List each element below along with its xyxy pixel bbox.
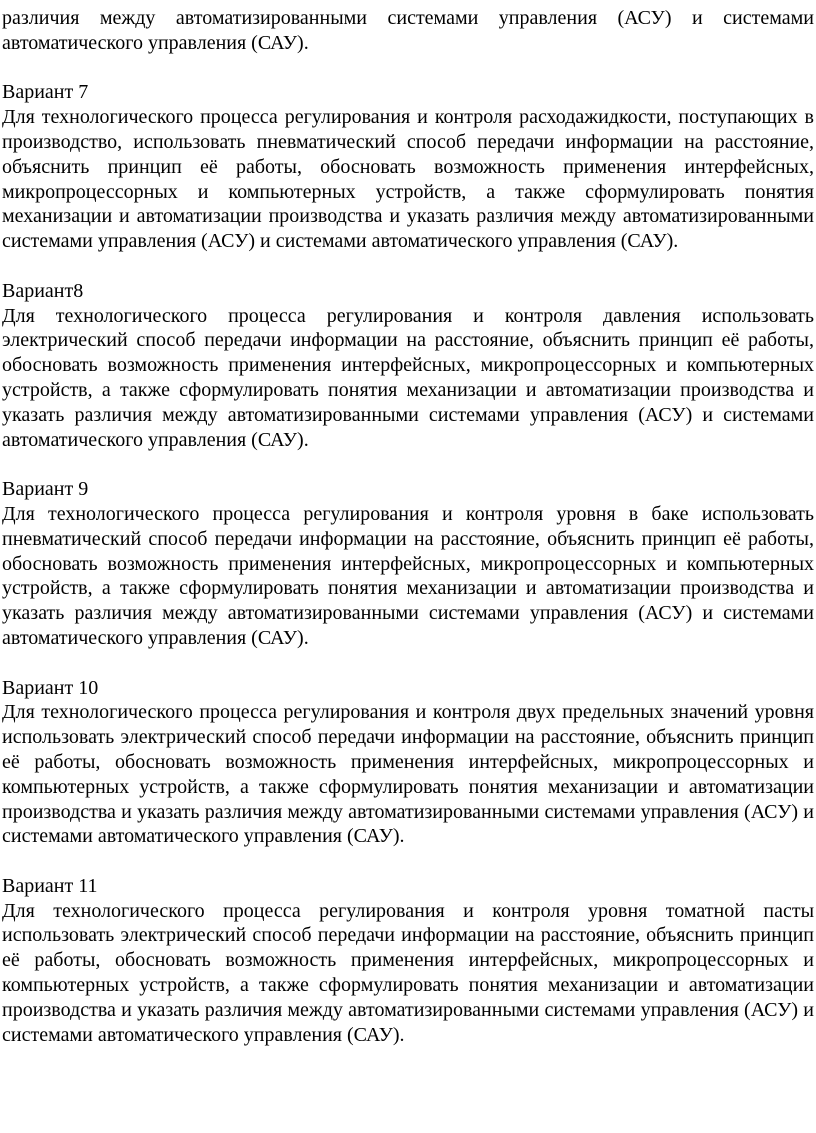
variant-7-title: Вариант 7 (2, 81, 89, 104)
variant-8-section (2, 279, 814, 453)
variant-10-section (2, 676, 814, 850)
intro-paragraph: различия между автоматизированными системами управления (АСУ) и системами автоматического управления (САУ). (2, 7, 814, 54)
variant-7-text: Для технологического процесса регулирования и контроля расходажидкости, поступающих в производство, использовать пневматический способ передачи информации на расстояние, объяснить принцип её работы, обосновать возможность применения интерфейсных, микропроцессорных и компьютерных устройств, а также сформулировать понятия механизации и автоматизации производства и указать различия между автоматизированными системами управления (АСУ) и системами автоматического управления (САУ). (2, 106, 814, 253)
variant-9-title: Вариант 9 (2, 478, 89, 501)
variant-10-title: Вариант 10 (2, 676, 99, 699)
variant-9-text: Для технологического процесса регулирования и контроля уровня в баке использовать пневматический способ передачи информации на расстояние, объяснить принцип её работы, обосновать возможность применения интерфейсных, микропроцессорных и компьютерных устройств, а также сформулировать понятия механизации и автоматизации производства и указать различия между автоматизированными системами управления (АСУ) и системами автоматического управления (САУ). (2, 502, 814, 649)
variant-11-text: Для технологического процесса регулирования и контроля уровня томатной пасты использовать электрический способ передачи информации на расстояние, объяснить принцип её работы, обосновать возможность применения интерфейсных, микропроцессорных и компьютерных устройств, а также сформулировать понятия механизации и автоматизации производства и указать различия между автоматизированными системами управления (АСУ) и системами автоматического управления (САУ). (2, 899, 814, 1046)
variant-11-section (2, 874, 814, 1048)
variant-8-title: Вариант8 (2, 279, 84, 302)
variant-7-section (2, 80, 814, 254)
variant-9-section (2, 477, 814, 651)
variant-11-title: Вариант 11 (2, 874, 98, 897)
variant-10-text: Для технологического процесса регулирования и контроля двух предельных значений уровня использовать электрический способ передачи информации на расстояние, объяснить принцип её работы, обосновать возможность применения интерфейсных, микропроцессорных и компьютерных устройств, а также сформулировать понятия механизации и автоматизации производства и указать различия между автоматизированными системами управления (АСУ) и системами автоматического управления (САУ). (2, 701, 814, 848)
variant-8-text: Для технологического процесса регулирования и контроля давления использовать электрический способ передачи информации на расстояние, объяснить принцип её работы, обосновать возможность применения интерфейсных, микропроцессорных и компьютерных устройств, а также сформулировать понятия механизации и автоматизации производства и указать различия между автоматизированными системами управления (АСУ) и системами автоматического управления (САУ). (2, 304, 814, 451)
